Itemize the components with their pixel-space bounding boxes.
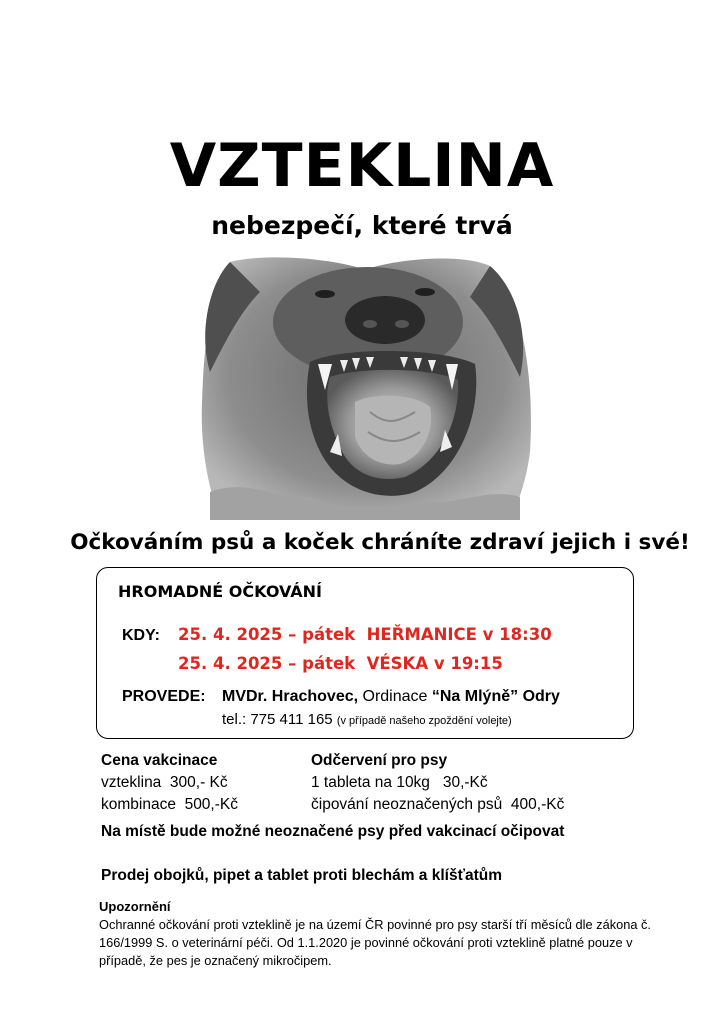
price-item: 1 tableta na 10kg 30,-Kč — [311, 774, 488, 791]
notice-microchip: Na místě bude možné neoznačené psy před vakcinací očipovat — [101, 823, 565, 840]
warning-heading: Upozornění — [99, 899, 171, 914]
phone-note: (v případě našeho zpoždění volejte) — [336, 715, 512, 727]
event-hermanice: 25. 4. 2025 – pátek HEŘMANICE v 18:30 — [178, 625, 552, 644]
event-veska: 25. 4. 2025 – pátek VÉSKA v 19:15 — [178, 654, 503, 673]
page-title: VZTEKLINA — [169, 131, 555, 201]
performed-by — [222, 688, 560, 706]
vaccination-price-heading: Cena vakcinace — [101, 752, 218, 769]
box-heading: HROMADNÉ OČKOVÁNÍ — [118, 582, 323, 601]
when-label: KDY: — [122, 627, 160, 644]
price-item: čipování neoznačených psů 400,-Kč — [311, 796, 565, 813]
notice-products: Prodej obojků, pipet a tablet proti blechám a klíšťatům — [101, 867, 503, 884]
clinic-name: “Na Mlýně” Odry — [431, 688, 560, 705]
phone — [222, 711, 512, 728]
vet-name: MVDr. Hrachovec, — [222, 688, 359, 705]
price-item: kombinace 500,-Kč — [101, 796, 238, 813]
warning-text: Ochranné očkování proti vzteklině je na území ČR povinné pro psy starší tří měsíců dle zákona č. 166/1999 S. o veterinární péči. Od 1.1.2020 je povinné očkování proti vzteklině platné pouze v případě, že pes je označený mikročipem. — [99, 917, 651, 968]
phone-number: tel.: 775 411 165 — [222, 711, 337, 728]
deworming-heading: Odčervení pro psy — [311, 752, 448, 769]
price-item: vzteklina 300,- Kč — [101, 774, 228, 791]
snarling-dog-photo-icon — [190, 252, 540, 520]
page-subtitle: nebezpečí, které trvá — [211, 211, 513, 240]
tagline: Očkováním psů a koček chráníte zdraví jejich i své! — [70, 530, 690, 555]
performed-by-label: PROVEDE: — [122, 688, 206, 705]
clinic-prefix: Ordinace — [358, 688, 432, 705]
